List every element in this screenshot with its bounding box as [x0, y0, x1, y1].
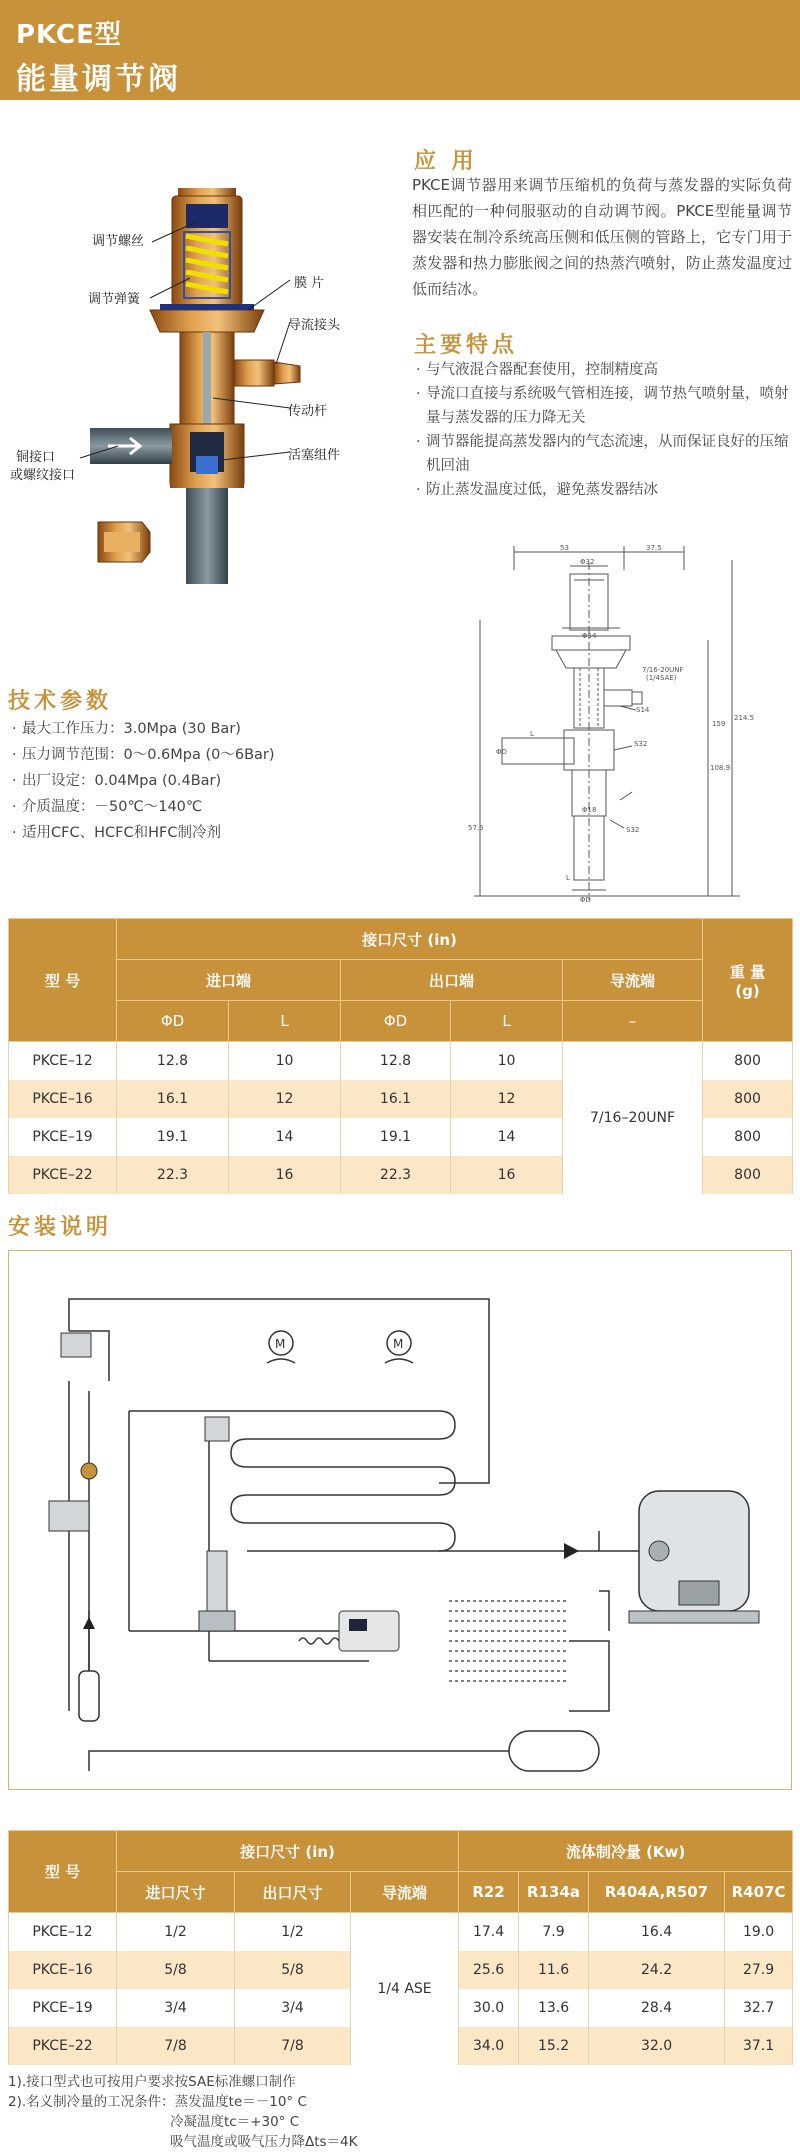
- cell-r404a: 32.0: [589, 2027, 725, 2065]
- th2-r407c: R407C: [725, 1872, 793, 1913]
- th-outlet-l: L: [451, 1001, 563, 1042]
- install-diagram-frame: [8, 1250, 792, 1790]
- th-guide: 导流端: [563, 960, 703, 1001]
- cell-out-d: 16.1: [341, 1080, 451, 1118]
- cell-in-l: 14: [229, 1118, 341, 1156]
- tech-list: [8, 716, 428, 846]
- cell-out-d: 19.1: [341, 1118, 451, 1156]
- cell-out: 7/8: [235, 2027, 351, 2065]
- th-port-size: 接口尺寸 (in): [117, 919, 703, 960]
- cell-r134a: 11.6: [519, 1951, 589, 1989]
- table-row: [9, 1042, 793, 1081]
- th-outlet: 出口端: [341, 960, 563, 1001]
- th2-capacity: 流体制冷量 (Kw): [459, 1831, 793, 1872]
- cell-model: PKCE–16: [9, 1951, 117, 1989]
- cell-r22: 25.6: [459, 1951, 519, 1989]
- cell-in: 7/8: [117, 2027, 235, 2065]
- th2-port-size: 接口尺寸 (in): [117, 1831, 459, 1872]
- dim-s14: S14: [636, 706, 650, 714]
- cell-model: PKCE–12: [9, 1913, 117, 1952]
- cell-in: 3/4: [117, 1989, 235, 2027]
- product-name: 能量调节阀: [16, 62, 181, 97]
- application-text: PKCE调节器用来调节压缩机的负荷与蒸发器的实际负荷相匹配的一种伺服驱动的自动调节阀。PKCE型能量调节器安装在制冷系统高压侧和低压侧的管路上，它专门用于蒸发器和热力膨胀阀之间的热蒸汽喷射，防止蒸发温度过低而结冰。: [412, 176, 792, 298]
- feature-item: · 调节器能提高蒸发器内的气态流速，从而保证良好的压缩机回油: [412, 430, 792, 478]
- tech-item: · 适用CFC、HCFC和HFC制冷剂: [8, 820, 428, 846]
- label-drive-rod: 传动杆: [288, 404, 328, 419]
- footnote: 吸气温度或吸气压力降Δts＝4K: [170, 2134, 358, 2150]
- dim-l-2: L: [530, 730, 534, 738]
- dim-214-5: 214.5: [734, 714, 755, 722]
- cell-in-l: 12: [229, 1080, 341, 1118]
- cell-in-l: 16: [229, 1156, 341, 1194]
- label-copper-port: 铜接口: [16, 450, 56, 465]
- cell-out-l: 16: [451, 1156, 563, 1194]
- header-banner: [0, 0, 800, 100]
- feature-item: · 与气液混合器配套使用，控制精度高: [412, 358, 792, 382]
- footnote: 2).名义制冷量的工况条件：蒸发温度te＝－10° C: [8, 2094, 307, 2110]
- cell-model: PKCE–22: [9, 1156, 117, 1194]
- cell-r404a: 28.4: [589, 1989, 725, 2027]
- th-weight: [703, 919, 793, 1042]
- th-guide-dash: –: [563, 1001, 703, 1042]
- cell-r404a: 24.2: [589, 1951, 725, 1989]
- th-model: 型 号: [9, 919, 117, 1042]
- cell-out-l: 14: [451, 1118, 563, 1156]
- cell-r22: 17.4: [459, 1913, 519, 1952]
- th-outlet-d: ΦD: [341, 1001, 451, 1042]
- cell-model: PKCE–19: [9, 1989, 117, 2027]
- table-row: [9, 1913, 793, 1952]
- cell-r407c: 27.9: [725, 1951, 793, 1989]
- cell-weight: 800: [703, 1118, 793, 1156]
- footnote: 冷凝温度tc＝+30° C: [170, 2114, 300, 2130]
- label-adjust-screw: 调节螺丝: [92, 234, 145, 249]
- cell-out-d: 22.3: [341, 1156, 451, 1194]
- features-list: [412, 358, 792, 502]
- refrigeration-schematic: [9, 1251, 791, 1789]
- th-inlet: 进口端: [117, 960, 341, 1001]
- dimension-drawing: [460, 540, 780, 920]
- label-adjust-spring: 调节弹簧: [88, 292, 141, 307]
- dimension-drawing-svg: [460, 540, 780, 920]
- cell-r22: 30.0: [459, 1989, 519, 2027]
- cell-out: 1/2: [235, 1913, 351, 1952]
- tech-item: · 出厂设定：0.04Mpa (0.4Bar): [8, 768, 428, 794]
- cell-r22: 34.0: [459, 2027, 519, 2065]
- valve-cutaway-illustration: [0, 160, 400, 620]
- spec-table: [8, 918, 793, 1194]
- cell-in-l: 10: [229, 1042, 341, 1081]
- cell-r407c: 37.1: [725, 2027, 793, 2065]
- cell-out-d: 12.8: [341, 1042, 451, 1081]
- install-title: 安装说明: [8, 1215, 113, 1240]
- cell-weight: 800: [703, 1156, 793, 1194]
- product-model: PKCE型: [16, 20, 122, 50]
- cell-in-d: 16.1: [117, 1080, 229, 1118]
- footnotes: [8, 2072, 708, 2152]
- dim-s32-a: S32: [634, 740, 648, 748]
- th-weight-unit: (g): [735, 981, 760, 1000]
- th-inlet-l: L: [229, 1001, 341, 1042]
- cell-model: PKCE–12: [9, 1042, 117, 1081]
- label-thread-port: 或螺纹接口: [10, 468, 76, 483]
- motor-symbol: M: [275, 1337, 286, 1351]
- cell-r407c: 19.0: [725, 1913, 793, 1952]
- dim-phid: ΦD: [496, 748, 507, 756]
- cell-r134a: 7.9: [519, 1913, 589, 1952]
- dim-unf: 7/16-20UNF: [642, 666, 684, 674]
- dim-53: 53: [560, 544, 569, 552]
- th2-r22: R22: [459, 1872, 519, 1913]
- tech-item: · 最大工作压力：3.0Mpa (30 Bar): [8, 716, 428, 742]
- valve-cutaway-drawing: [0, 160, 400, 620]
- dim-s32-b: S32: [626, 826, 640, 834]
- cell-model: PKCE–16: [9, 1080, 117, 1118]
- cell-model: PKCE–22: [9, 2027, 117, 2065]
- cell-out: 3/4: [235, 1989, 351, 2027]
- cell-r407c: 32.7: [725, 1989, 793, 2027]
- th2-r404a: R404A,R507: [589, 1872, 725, 1913]
- feature-item: · 导流口直接与系统吸气管相连接，调节热气喷射量，喷射量与蒸发器的压力降无关: [412, 382, 792, 430]
- cell-out-l: 12: [451, 1080, 563, 1118]
- th2-model: 型 号: [9, 1831, 117, 1913]
- dim-37-5: 37.5: [646, 544, 662, 552]
- label-piston: 活塞组件: [288, 448, 341, 463]
- footnote: 1).接口型式也可按用户要求按SAE标准螺口制作: [8, 2074, 296, 2090]
- dim-57-5: 57.5: [468, 824, 484, 832]
- feature-item: · 防止蒸发温度过低，避免蒸发器结冰: [412, 478, 792, 502]
- capacity-table: [8, 1830, 793, 2065]
- tech-item: · 压力调节范围：0～0.6Mpa (0～6Bar): [8, 742, 428, 768]
- cell-in: 5/8: [117, 1951, 235, 1989]
- th-inlet-d: ΦD: [117, 1001, 229, 1042]
- cell-in-d: 22.3: [117, 1156, 229, 1194]
- dim-159: 159: [712, 720, 726, 728]
- dim-phi32: Φ32: [580, 558, 595, 566]
- tech-title: 技术参数: [8, 689, 113, 714]
- cell-in-d: 19.1: [117, 1118, 229, 1156]
- application-title: 应 用: [414, 149, 478, 174]
- label-flow-guide: 导流接头: [288, 318, 341, 333]
- cell-out-l: 10: [451, 1042, 563, 1081]
- cell-out: 5/8: [235, 1951, 351, 1989]
- dim-phi54: Φ54: [582, 632, 597, 640]
- th2-guide: 导流端: [351, 1872, 459, 1913]
- features-title: 主要特点: [414, 333, 519, 358]
- dim-asae: (1/4SAE): [646, 674, 677, 682]
- dim-l: L: [566, 874, 570, 882]
- cell-r134a: 13.6: [519, 1989, 589, 2027]
- tech-item: · 介质温度：－50℃～140℃: [8, 794, 428, 820]
- motor-symbol: M: [393, 1337, 404, 1351]
- cell-in: 1/2: [117, 1913, 235, 1952]
- cell-guide: 1/4 ASE: [351, 1913, 459, 2066]
- th2-outlet: 出口尺寸: [235, 1872, 351, 1913]
- label-diaphragm: 膜 片: [294, 276, 325, 291]
- cell-model: PKCE–19: [9, 1118, 117, 1156]
- th2-r134a: R134a: [519, 1872, 589, 1913]
- cell-weight: 800: [703, 1080, 793, 1118]
- th-weight-label: 重 量: [729, 962, 766, 981]
- cell-guide: 7/16–20UNF: [563, 1042, 703, 1195]
- th2-inlet: 进口尺寸: [117, 1872, 235, 1913]
- cell-r134a: 15.2: [519, 2027, 589, 2065]
- cell-in-d: 12.8: [117, 1042, 229, 1081]
- cell-r404a: 16.4: [589, 1913, 725, 1952]
- dim-phid-bottom: ΦD: [580, 896, 591, 904]
- dim-108-9: 108.9: [710, 764, 731, 772]
- cell-weight: 800: [703, 1042, 793, 1081]
- dim-phi18: Φ18: [582, 806, 597, 814]
